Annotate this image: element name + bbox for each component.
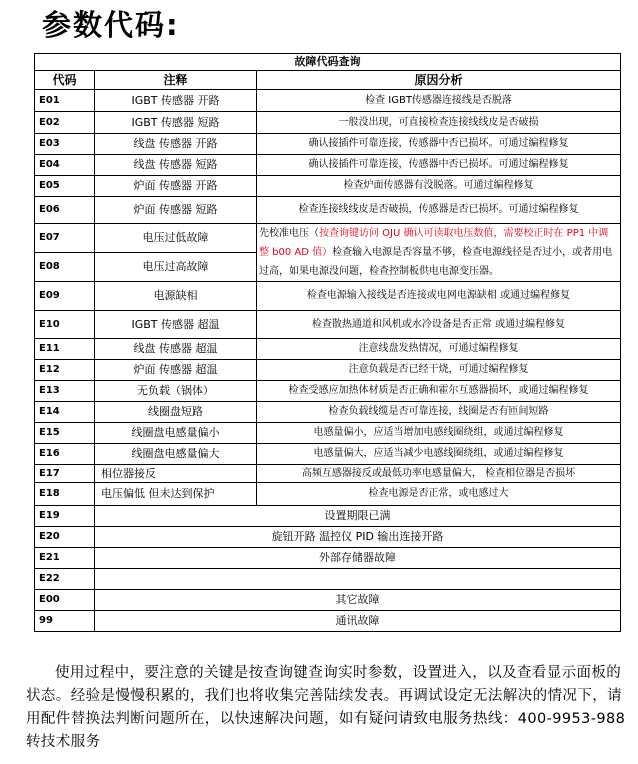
fault-description: 外部存储器故障 bbox=[95, 548, 621, 569]
fault-code: E15 bbox=[35, 423, 95, 444]
fault-code: E19 bbox=[35, 506, 95, 527]
fault-code: E12 bbox=[35, 360, 95, 381]
table-row bbox=[35, 423, 621, 444]
fault-note: IGBT 传感器 超温 bbox=[95, 311, 257, 339]
fault-description: 通讯故障 bbox=[95, 611, 621, 632]
fault-note: 线盘 传感器 短路 bbox=[95, 155, 257, 176]
fault-cause: 注意线盘发热情况，可通过编程修复 bbox=[257, 339, 621, 360]
table-row bbox=[35, 444, 621, 465]
header-code: 代码 bbox=[35, 71, 95, 90]
fault-code: E13 bbox=[35, 381, 95, 402]
cause-highlight: 按查询键访问 OJU 确认可读取电压数值，需要校正时在 PP1 中调整 b00 AD 值） bbox=[259, 228, 609, 258]
table-row bbox=[35, 90, 621, 112]
fault-cause: 检查散热通道和风机或水冷设备是否正常 或通过编程修复 bbox=[257, 311, 621, 339]
fault-code: E18 bbox=[35, 483, 95, 506]
fault-note: 线盘 传感器 开路 bbox=[95, 134, 257, 155]
table-row bbox=[35, 527, 621, 548]
fault-code: E04 bbox=[35, 155, 95, 176]
table-row bbox=[35, 360, 621, 381]
fault-cause: 检查连接线线皮是否破损，传感器是否已损坏。可通过编程修复 bbox=[257, 197, 621, 224]
fault-note: 线圈盘电感量偏大 bbox=[95, 444, 257, 465]
fault-note: 线圈盘电感量偏小 bbox=[95, 423, 257, 444]
table-row bbox=[35, 311, 621, 339]
table-row bbox=[35, 611, 621, 632]
fault-cause: 检查电源输入接线是否连接或电网电源缺相 或通过编程修复 bbox=[257, 282, 621, 311]
fault-cause: 检查电源是否正常，或电感过大 bbox=[257, 483, 621, 506]
fault-cause: 确认接插件可靠连接，传感器中否已损坏。可通过编程修复 bbox=[257, 134, 621, 155]
fault-code: E21 bbox=[35, 548, 95, 569]
fault-code: E07 bbox=[35, 224, 95, 253]
fault-code: E16 bbox=[35, 444, 95, 465]
fault-cause: 检查 IGBT传感器连接线是否脱落 bbox=[257, 90, 621, 112]
header-cause: 原因分析 bbox=[257, 71, 621, 90]
fault-cause: 检查负载线缆是否可靠连接，线圈是否有匝间短路 bbox=[257, 402, 621, 423]
fault-code: E03 bbox=[35, 134, 95, 155]
table-row bbox=[35, 282, 621, 311]
table-row bbox=[35, 176, 621, 197]
fault-note: 电压过低故障 bbox=[95, 224, 257, 253]
table-row bbox=[35, 569, 621, 590]
fault-code: E11 bbox=[35, 339, 95, 360]
table-row bbox=[35, 134, 621, 155]
fault-cause: 电感量偏小，应适当增加电感线圈绕组，或通过编程修复 bbox=[257, 423, 621, 444]
fault-cause: 确认接插件可靠连接，传感器中否已损坏。可通过编程修复 bbox=[257, 155, 621, 176]
fault-note: 线圈盘短路 bbox=[95, 402, 257, 423]
fault-code-table bbox=[34, 53, 621, 632]
table-row bbox=[35, 590, 621, 611]
fault-code: E05 bbox=[35, 176, 95, 197]
fault-code: E08 bbox=[35, 253, 95, 282]
fault-description: 设置期限已满 bbox=[95, 506, 621, 527]
fault-code: E10 bbox=[35, 311, 95, 339]
fault-cause: 注意负载是否已经干烧，可通过编程修复 bbox=[257, 360, 621, 381]
fault-code: E22 bbox=[35, 569, 95, 590]
fault-note: 相位器接反 bbox=[95, 465, 257, 483]
fault-code: E01 bbox=[35, 90, 95, 112]
table-row bbox=[35, 402, 621, 423]
fault-description: 旋钮开路 温控仪 PID 输出连接开路 bbox=[95, 527, 621, 548]
fault-code: E00 bbox=[35, 590, 95, 611]
cause-prefix: 先校准电压（ bbox=[259, 228, 319, 239]
fault-description bbox=[95, 569, 621, 590]
fault-note: 炉面 传感器 超温 bbox=[95, 360, 257, 381]
table-row bbox=[35, 112, 621, 134]
table-row bbox=[35, 197, 621, 224]
fault-note: IGBT 传感器 开路 bbox=[95, 90, 257, 112]
fault-note: 炉面 传感器 短路 bbox=[95, 197, 257, 224]
fault-cause: 检查受感应加热体材质是否正确和霍尔互感器损坏，或通过编程修复 bbox=[257, 381, 621, 402]
table-row bbox=[35, 465, 621, 483]
fault-note: 电压偏低 但未达到保护 bbox=[95, 483, 257, 506]
table-row bbox=[35, 548, 621, 569]
fault-code: E02 bbox=[35, 112, 95, 134]
header-note: 注释 bbox=[95, 71, 257, 90]
table-row bbox=[35, 224, 621, 253]
fault-cause: 高频互感器接反或最低功率电感量偏大， 检查相位器是否损坏 bbox=[257, 465, 621, 483]
table-row bbox=[35, 381, 621, 402]
fault-note: IGBT 传感器 短路 bbox=[95, 112, 257, 134]
fault-note: 电压过高故障 bbox=[95, 253, 257, 282]
fault-code: E20 bbox=[35, 527, 95, 548]
fault-description: 其它故障 bbox=[95, 590, 621, 611]
table-row bbox=[35, 483, 621, 506]
fault-cause: 检查炉面传感器有没脱落。可通过编程修复 bbox=[257, 176, 621, 197]
table-row bbox=[35, 339, 621, 360]
cause-suffix: 检查输入电源是否容量不够，检查电源线径是否过小，或者用电过高，如果电源没问题，检查控制板供电电源变压器。 bbox=[259, 247, 613, 277]
footer-note bbox=[26, 662, 626, 754]
fault-note: 无负载（锅体） bbox=[95, 381, 257, 402]
fault-cause: 电感量偏大，应适当减少电感线圈绕组，或通过编程修复 bbox=[257, 444, 621, 465]
fault-cause-merged bbox=[257, 224, 621, 282]
fault-code: E09 bbox=[35, 282, 95, 311]
table-caption: 故障代码查询 bbox=[35, 54, 621, 71]
fault-note: 炉面 传感器 开路 bbox=[95, 176, 257, 197]
fault-note: 线盘 传感器 超温 bbox=[95, 339, 257, 360]
fault-cause: 一般没出现，可直接检查连接线线皮是否破损 bbox=[257, 112, 621, 134]
page-title: 参数代码: bbox=[42, 8, 180, 42]
footer-paragraph: 使用过程中，要注意的关键是按查询键查询实时参数，设置进入，以及查看显示面板的状态。经验是慢慢积累的，我们也将收集完善陆续发表。再调试设定无法解决的情况下，请用配件替换法判断问题所在，以快速解决问题，如有疑问请致电服务热线：400-9953-988 转技术服务 bbox=[26, 665, 626, 750]
fault-code: E06 bbox=[35, 197, 95, 224]
table-row bbox=[35, 155, 621, 176]
table-row bbox=[35, 506, 621, 527]
fault-note: 电源缺相 bbox=[95, 282, 257, 311]
fault-code: E14 bbox=[35, 402, 95, 423]
fault-code: E17 bbox=[35, 465, 95, 483]
fault-code: 99 bbox=[35, 611, 95, 632]
